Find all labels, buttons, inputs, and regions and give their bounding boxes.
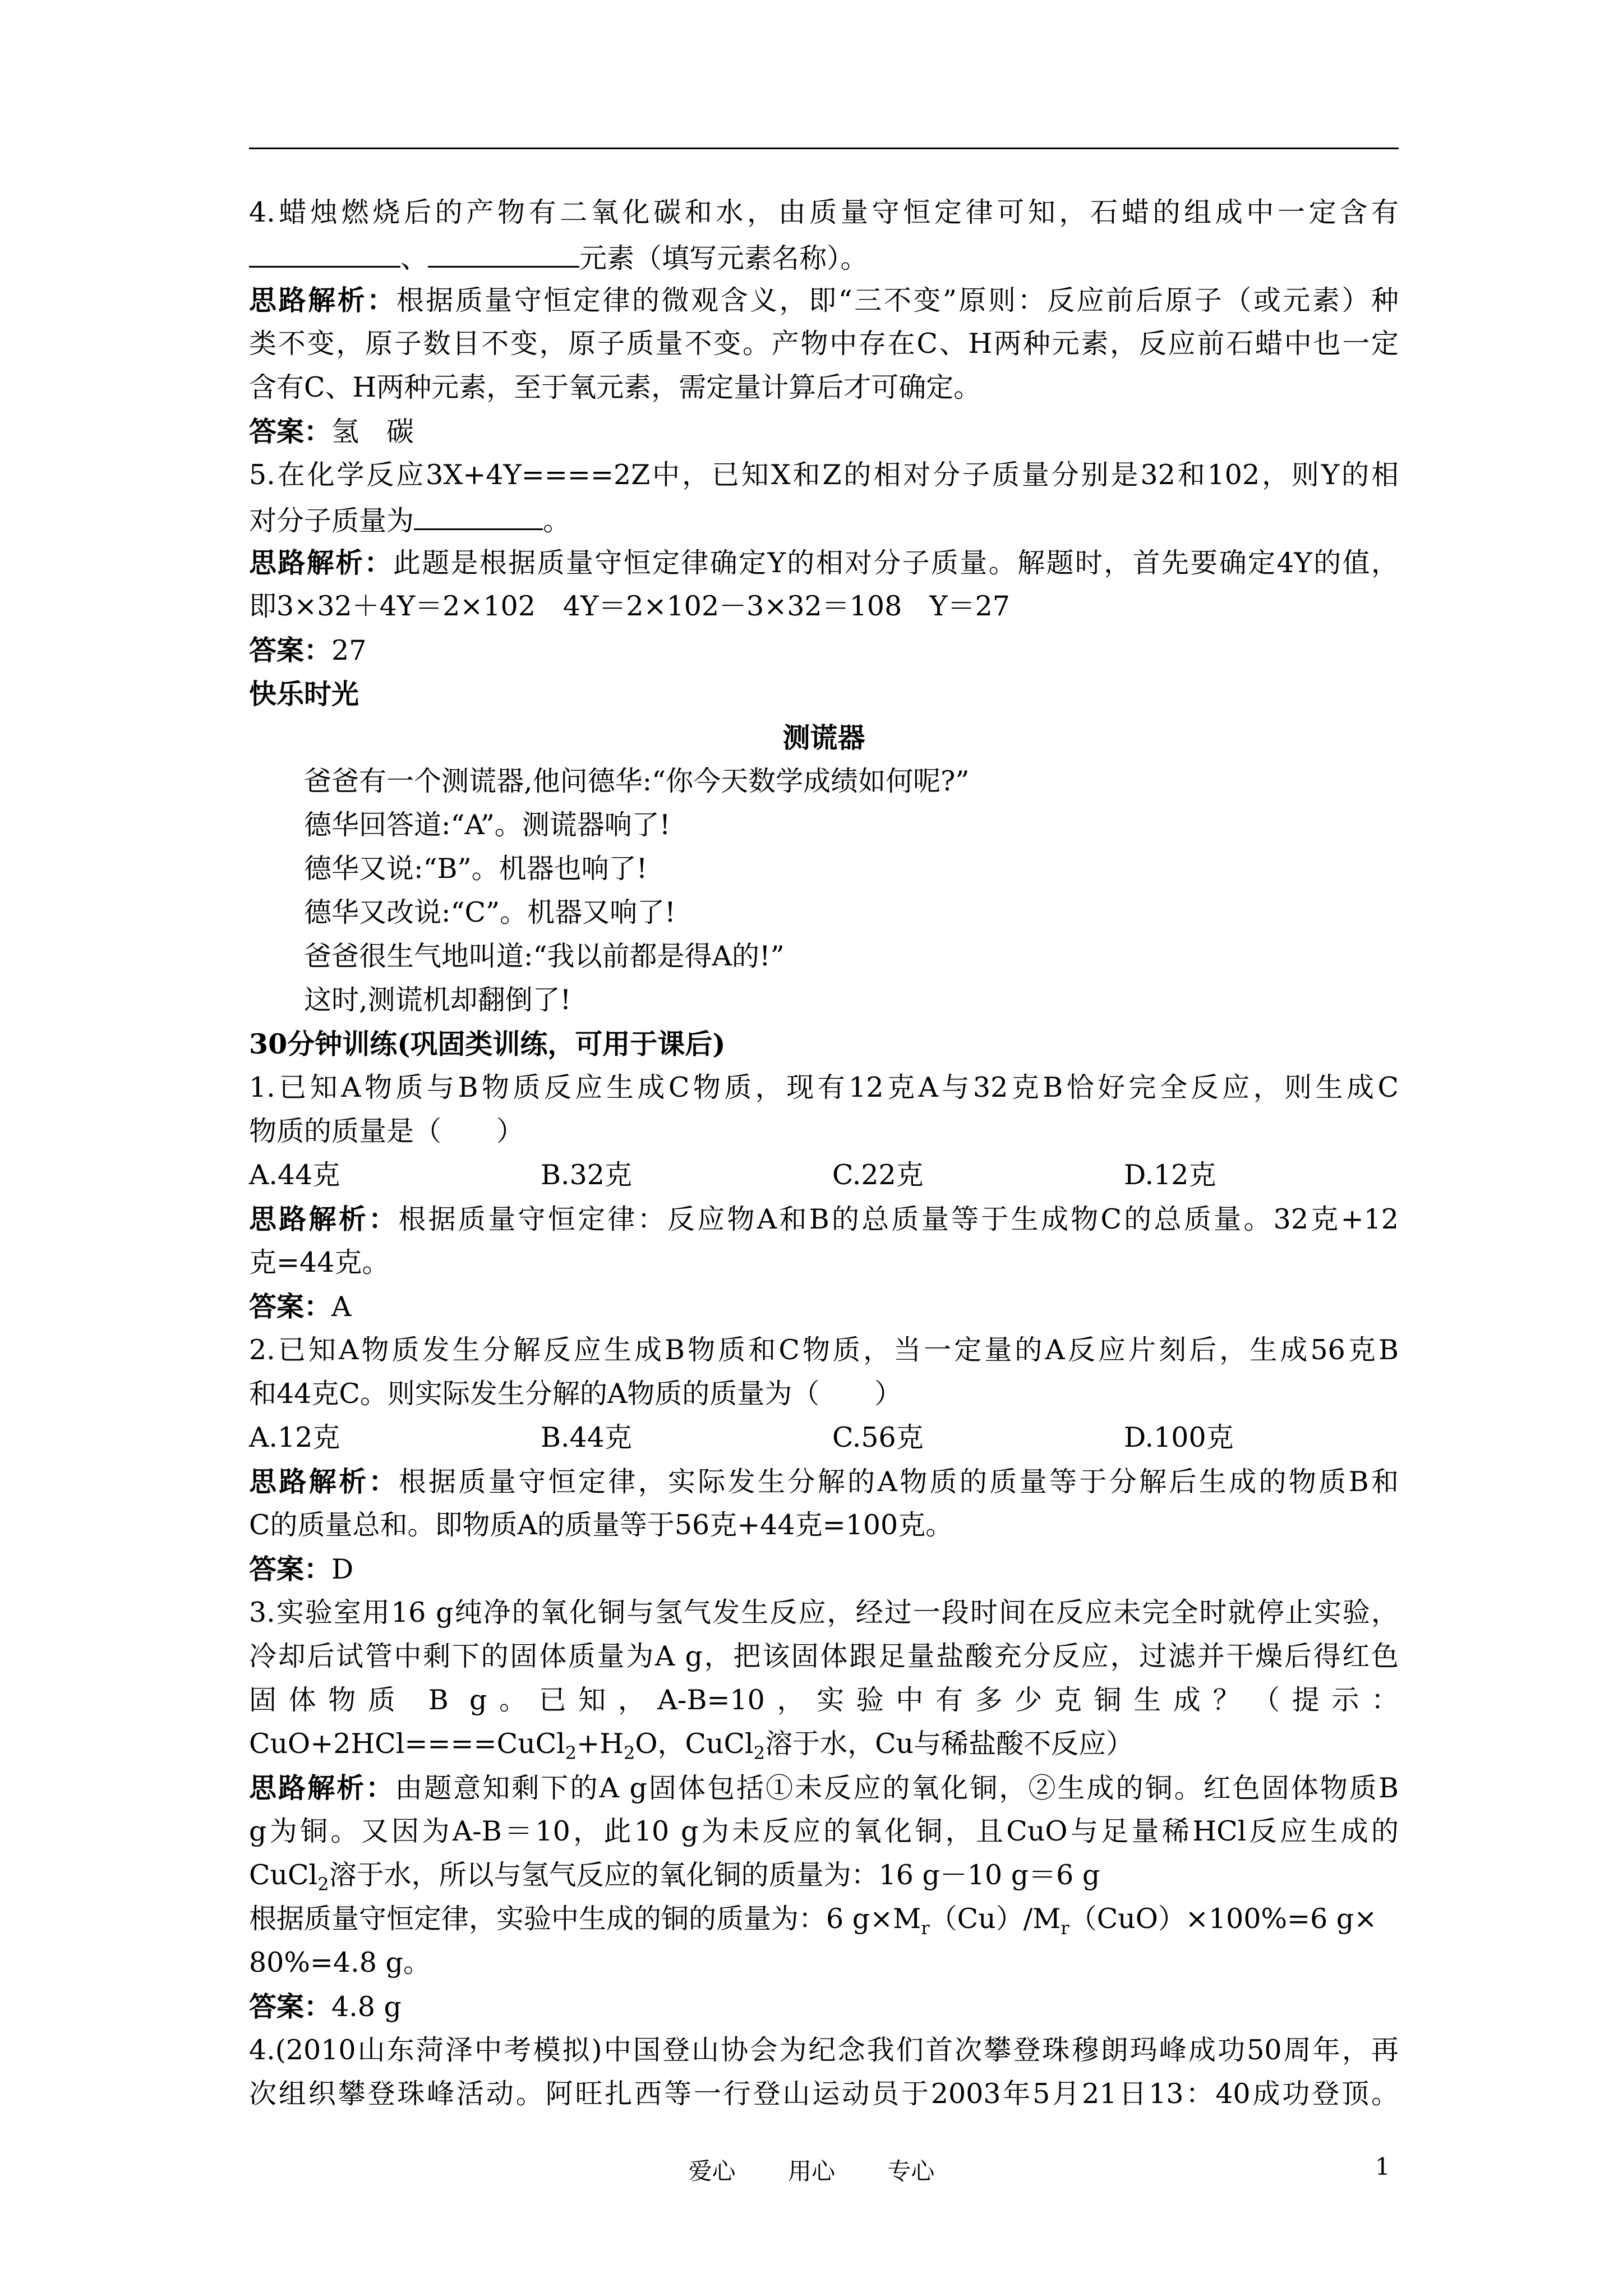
t4-line1: 4.(2010山东菏泽中考模拟)中国登山协会为纪念我们首次攀登珠穆朗玛峰成功50周年，再 <box>249 2034 1399 2066</box>
q4-analysis-1: 思路解析：根据质量守恒定律的微观含义，即“三不变”原则：反应前后原子（或元素）种 <box>249 284 1399 316</box>
t2-line2: 和44克C。则实际发生分解的A物质的质量为（ ） <box>249 1378 902 1410</box>
training-heading: 30分钟训练(巩固类训练，可用于课后) <box>249 1028 726 1060</box>
q5-analysis-2: 即3×32＋4Y＝2×102 4Y＝2×102－3×32＝108 Y＝27 <box>249 590 1010 622</box>
page-number: 1 <box>1375 2153 1390 2180</box>
q4-line1: 4.蜡烛燃烧后的产物有二氧化碳和水，由质量守恒定律可知，石蜡的组成中一定含有 <box>249 196 1399 228</box>
footer-item: 用心 <box>787 2157 835 2185</box>
t1-options <box>249 1153 1399 1197</box>
t3-analysis-3: CuCl$_2$溶于水，所以与氢气反应的氧化铜的质量为：16 g－10 g＝6 g <box>249 1859 1100 1895</box>
t1-analysis-1: 思路解析：根据质量守恒定律：反应物A和B的总质量等于生成物C的总质量。32克+12 <box>249 1203 1399 1235</box>
q5-analysis-1: 思路解析：此题是根据质量守恒定律确定Y的相对分子质量。解题时，首先要确定4Y的值， <box>249 546 1399 579</box>
q4-answer: 答案：氢 碳 <box>249 415 414 448</box>
t2-analysis-1: 思路解析：根据质量守恒定律，实际发生分解的A物质的质量等于分解后生成的物质B和 <box>249 1465 1399 1498</box>
t3-answer: 答案：4.8 g <box>249 1990 402 2023</box>
t2-line1: 2.已知A物质发生分解反应生成B物质和C物质，当一定量的A反应片刻后，生成56克B <box>249 1334 1399 1366</box>
option: A.44克 <box>249 1159 340 1191</box>
t3-line4: $CuO+2HCl====CuCl_2+H_2O$，CuCl$_2$溶于水，Cu与稀盐酸不反应） <box>249 1728 1134 1764</box>
option: B.44克 <box>541 1421 632 1453</box>
page-content <box>249 191 1399 2116</box>
t1-line1: 1.已知A物质与B物质反应生成C物质，现有12克A与32克B恰好完全反应，则生成C <box>249 1071 1399 1103</box>
t1-answer: 答案：A <box>249 1290 352 1323</box>
t4-line2: 次组织攀登珠峰活动。阿旺扎西等一行登山运动员于2003年5月21日13：40成功登顶。 <box>249 2078 1399 2110</box>
footer-item: 爱心 <box>688 2157 736 2185</box>
q5-line2: 对分子质量为 。 <box>249 497 1399 541</box>
joke-line: 爸爸有一个测谎器,他问德华:“你今天数学成绩如何呢?” <box>304 765 970 797</box>
q4-analysis-3: 含有C、H两种元素，至于氧元素，需定量计算后才可确定。 <box>249 371 981 403</box>
answer-blank <box>249 234 400 268</box>
option: D.12克 <box>1124 1159 1216 1191</box>
joke-line: 德华又改说:“C”。机器又响了! <box>304 896 676 928</box>
option: D.100克 <box>1124 1421 1234 1453</box>
t3-analysis-5: 80%=4.8 g。 <box>249 1947 431 1978</box>
q5-line1: 5.在化学反应3X+4Y====2Z中，已知X和Z的相对分子质量分别是32和102，则Y的相 <box>249 459 1399 491</box>
joke-line: 德华又说:“B”。机器也响了! <box>304 853 648 885</box>
footer-item: 专心 <box>887 2157 935 2185</box>
section-heading: 快乐时光 <box>249 678 359 710</box>
t2-options <box>249 1416 1399 1460</box>
t2-analysis-2: C的质量总和。即物质A的质量等于56克+44克=100克。 <box>249 1509 953 1541</box>
option: C.56克 <box>832 1421 924 1453</box>
answer-blank <box>428 234 579 268</box>
header-rule <box>249 148 1399 149</box>
joke-line: 德华回答道:“A”。测谎器响了! <box>304 809 671 841</box>
t3-line2: 冷却后试管中剩下的固体质量为A g，把该固体跟足量盐酸充分反应，过滤并干燥后得红色 <box>249 1640 1399 1672</box>
option: B.32克 <box>541 1159 632 1191</box>
t3-line3: 固体物质 B g。已知，A-B=10，实验中有多少克铜生成？（提示： <box>249 1684 1399 1716</box>
joke-title: 测谎器 <box>782 721 865 754</box>
t2-answer: 答案：D <box>249 1553 354 1585</box>
t3-line1: 3.实验室用16 g纯净的氧化铜与氢气发生反应，经过一段时间在反应未完全时就停止实验， <box>249 1596 1399 1628</box>
q5-answer: 答案：27 <box>249 634 367 666</box>
option: A.12克 <box>249 1421 340 1453</box>
t3-analysis-2: g为铜。又因为A-B＝10，此10 g为未反应的氧化铜，且CuO与足量稀HCl反应生成的 <box>249 1815 1399 1847</box>
t3-analysis-1: 思路解析：由题意知剩下的A g固体包括①未反应的氧化铜，②生成的铜。红色固体物质B <box>249 1772 1399 1804</box>
q4-line2: 、 元素（填写元素名称）。 <box>249 234 1399 278</box>
q4-analysis-2: 类不变，原子数目不变，原子质量不变。产物中存在C、H两种元素，反应前石蜡中也一定 <box>249 328 1399 360</box>
t1-analysis-2: 克=44克。 <box>249 1246 390 1278</box>
t3-analysis-4: 根据质量守恒定律，实验中生成的铜的质量为：6 $g\times M_r(Cu)/M_r(CuO)\times 100\%=6$ g× <box>249 1903 1377 1939</box>
joke-line: 爸爸很生气地叫道:“我以前都是得A的!” <box>304 940 785 972</box>
t1-line2: 物质的质量是（ ） <box>249 1115 524 1147</box>
answer-blank <box>414 497 543 530</box>
option: C.22克 <box>832 1159 924 1191</box>
joke-line: 这时,测谎机却翻倒了! <box>304 984 571 1016</box>
